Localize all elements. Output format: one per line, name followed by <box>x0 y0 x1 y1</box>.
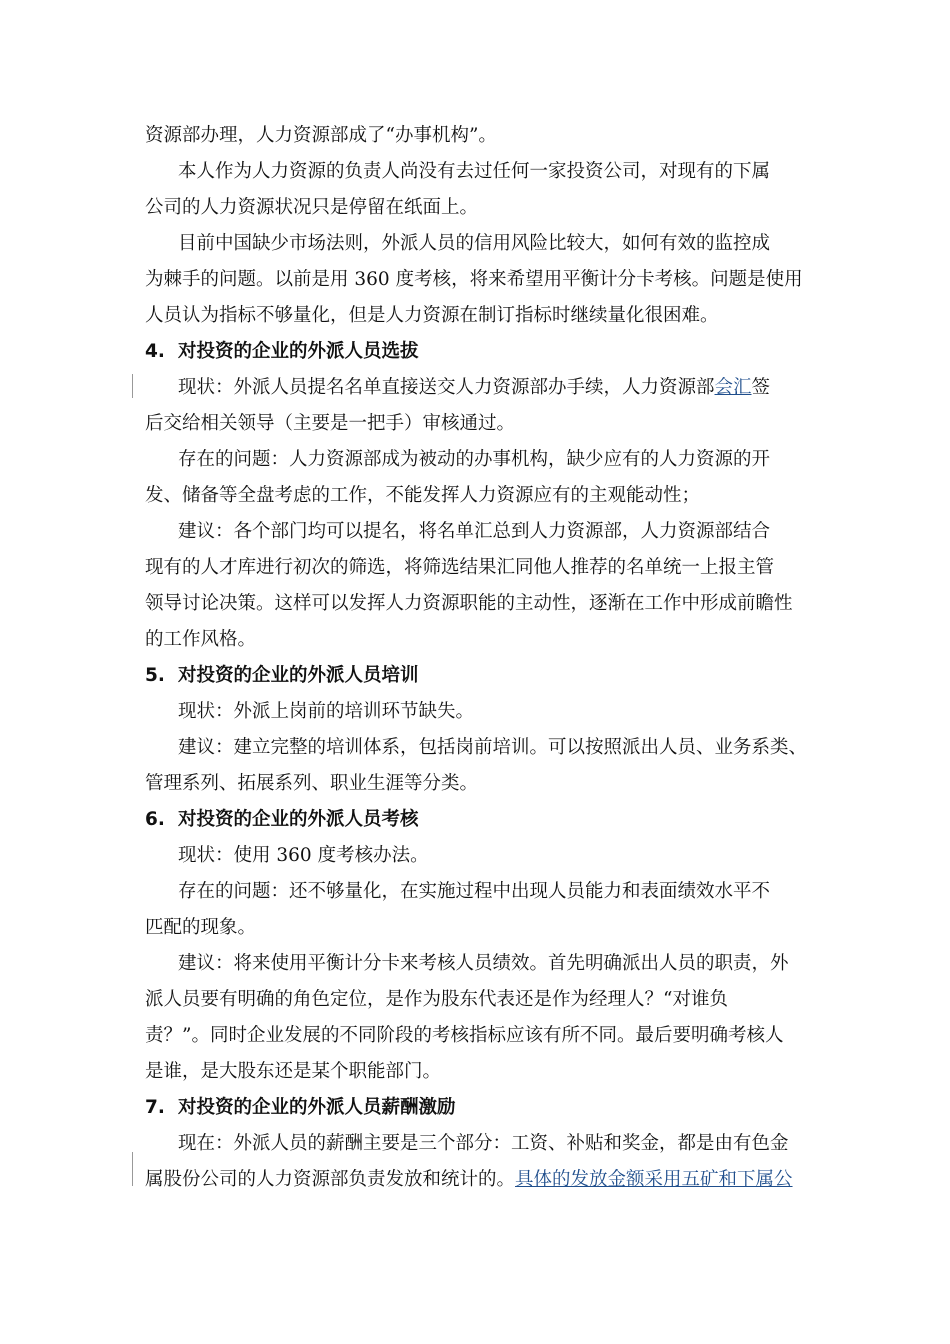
revision-change-bar <box>132 1152 133 1186</box>
paragraph-line: 为棘手的问题。以前是用 360 度考核，将来希望用平衡计分卡考核。问题是使用 <box>145 269 803 290</box>
section-title: 对投资的企业的外派人员培训 <box>178 665 419 686</box>
paragraph-line: 现在：外派人员的薪酬主要是三个部分：工资、补贴和奖金，都是由有色金 <box>178 1133 789 1154</box>
paragraph-line: 现有的人才库进行初次的筛选，将筛选结果汇同他人推荐的名单统一上报主管 <box>145 557 775 578</box>
paragraph-line: 存在的问题：人力资源部成为被动的办事机构，缺少应有的人力资源的开 <box>178 449 771 470</box>
section-title: 对投资的企业的外派人员选拔 <box>178 341 419 362</box>
section-title: 对投资的企业的外派人员考核 <box>178 809 419 830</box>
revision-marked-text[interactable]: 会汇 <box>714 377 752 398</box>
section-number: 4. <box>145 341 165 362</box>
paragraph-line: 建议：各个部门均可以提名，将名单汇总到人力资源部，人力资源部结合 <box>178 521 771 542</box>
section-heading-6 <box>145 808 419 832</box>
paragraph-line: 建议：建立完整的培训体系，包括岗前培训。可以按照派出人员、业务系类、 <box>178 737 808 758</box>
paragraph-line: 匹配的现象。 <box>145 917 257 938</box>
paragraph-line: 的工作风格。 <box>145 629 257 650</box>
paragraph-line: 发、储备等全盘考虑的工作，不能发挥人力资源应有的主观能动性； <box>145 485 701 506</box>
paragraph-line: 目前中国缺少市场法则，外派人员的信用风险比较大，如何有效的监控成 <box>178 233 771 254</box>
paragraph-line: 人员认为指标不够量化，但是人力资源在制订指标时继续量化很困难。 <box>145 305 719 326</box>
paragraph-line: 存在的问题：还不够量化，在实施过程中出现人员能力和表面绩效水平不 <box>178 881 771 902</box>
paragraph-line: 本人作为人力资源的负责人尚没有去过任何一家投资公司，对现有的下属 <box>178 161 771 182</box>
paragraph-line: 公司的人力资源状况只是停留在纸面上。 <box>145 197 479 218</box>
paragraph-line: 现状：使用 360 度考核办法。 <box>178 845 429 866</box>
section-number: 6. <box>145 809 165 830</box>
section-number: 7. <box>145 1097 165 1118</box>
paragraph-line: 资源部办理，人力资源部成了“办事机构”。 <box>145 125 497 146</box>
section-heading-7 <box>145 1096 456 1120</box>
paragraph-line: 是谁，是大股东还是某个职能部门。 <box>145 1061 442 1082</box>
line-text: 签 <box>751 377 771 398</box>
paragraph-line: 现状：外派上岗前的培训环节缺失。 <box>178 701 475 722</box>
section-heading-5 <box>145 664 419 688</box>
paragraph-line: 责？”。同时企业发展的不同阶段的考核指标应该有所不同。最后要明确考核人 <box>145 1025 784 1046</box>
paragraph-line <box>145 1168 793 1192</box>
section-heading-4 <box>145 340 419 364</box>
paragraph-line: 管理系列、拓展系列、职业生涯等分类。 <box>145 773 479 794</box>
paragraph-line: 后交给相关领导（主要是一把手）审核通过。 <box>145 413 516 434</box>
section-title: 对投资的企业的外派人员薪酬激励 <box>178 1097 456 1118</box>
paragraph-line: 建议：将来使用平衡计分卡来考核人员绩效。首先明确派出人员的职责，外 <box>178 953 789 974</box>
paragraph-line: 派人员要有明确的角色定位，是作为股东代表还是作为经理人？“对谁负 <box>145 989 728 1010</box>
section-number: 5. <box>145 665 165 686</box>
line-text: 属股份公司的人力资源部负责发放和统计的。 <box>145 1169 516 1190</box>
revision-change-bar <box>132 374 133 398</box>
paragraph-line: 领导讨论决策。这样可以发挥人力资源职能的主动性，逐渐在工作中形成前瞻性 <box>145 593 793 614</box>
paragraph-line <box>178 376 770 400</box>
line-text: 现状：外派人员提名名单直接送交人力资源部办手续，人力资源部 <box>178 377 715 398</box>
revision-marked-text[interactable]: 具体的发放金额采用五矿和下属公 <box>515 1169 793 1190</box>
